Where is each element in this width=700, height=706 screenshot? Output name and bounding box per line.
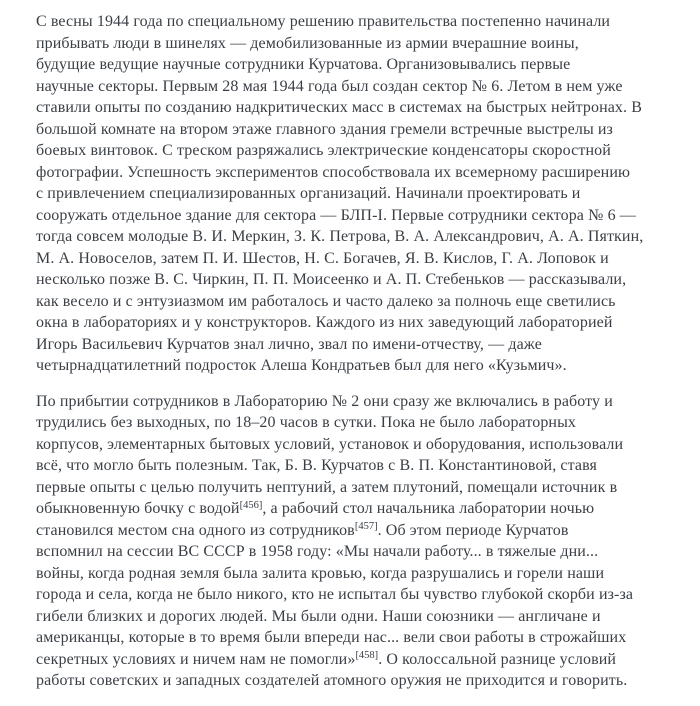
text-line: вспомнил на сессии ВС СССР в 1958 году: «Мы начали работу... в тяжелые дни...	[36, 543, 599, 560]
text-line: с привлечением специализированных организаций. Начинали проектировать и	[36, 185, 581, 202]
text-line: всё, что могло быть полезным. Так, Б. В. Курчатов с В. П. Константиновой, ставя	[36, 457, 598, 474]
text-line: гибели близких и дорогих людей. Мы были одни. Наши союзники — англичане и	[36, 607, 601, 625]
text-line: американцы, которые в то время были впереди нас... вели свои работы в строжайших	[36, 629, 627, 646]
footnote-ref-link[interactable]: [457]	[354, 521, 378, 532]
text-line: становился местом сна одного из сотрудников[457]. Об этом периоде Курчатов	[36, 521, 569, 539]
footnote-ref-link[interactable]: [456]	[239, 499, 263, 511]
text-line: тогда совсем молодые В. И. Меркин, З. К. Петрова, В. А. Александрович, А. А. Пяткин,	[36, 228, 644, 245]
paragraph	[36, 11, 672, 377]
text-line: работы советских и западных создателей атомного оружия не приходится и говорить.	[36, 672, 628, 689]
footnote-ref-link[interactable]: [458]	[355, 650, 379, 661]
text-line: Игорь Васильевич Курчатов знал лично, звал по имени-отчеству, — даже	[36, 335, 542, 353]
text-line: первые опыты с целью получить нептуний, а затем плутоний, помещали источник в	[36, 478, 618, 496]
text-line: прибывать люди в шинелях — демобилизованные из армии вчерашние воины,	[36, 34, 579, 52]
text-line: большой комнате на втором этаже главного здания гремели встречные выстрелы из	[36, 120, 613, 138]
article	[36, 11, 672, 692]
paragraph	[36, 391, 672, 692]
text-line: сооружать отдельное здание для сектора — БЛП-I. Первые сотрудники сектора № 6 —	[36, 206, 636, 224]
text-line: города и села, когда не было никого, кто не испытал бы чувство глубокой скорби из-за	[36, 586, 634, 603]
text-line: ставили опыты по созданию надкритических масс в системах на быстрых нейтронах. В	[36, 99, 642, 116]
text-line: научные секторы. Первым 28 мая 1944 года был создан сектор № 6. Летом в нем уже	[36, 77, 623, 95]
text-line: М. А. Новоселов, затем П. И. Шестов, Н. С. Богачев, Я. В. Кислов, Г. А. Лоповок и	[36, 249, 609, 267]
text-line: корпусов, элементарных бытовых условий, установок и оборудования, использовали	[36, 435, 624, 453]
text-line: секретных условиях и ничем нам не помогли»[458]. О колоссальной разнице условий	[36, 650, 617, 668]
text-line: будущие ведущие научные сотрудники Курчатова. Организовывались первые	[36, 56, 571, 73]
text-line: четырнадцатилетний подросток Алеша Кондратьев был для него «Кузьмич».	[36, 357, 567, 374]
text-line: С весны 1944 года по специальному решению правительства постепенно начинали	[36, 13, 611, 30]
text-line: фотографии. Успешность экспериментов способствовала их всемерному расширению	[36, 163, 631, 181]
text-line: несколько позже В. С. Чиркин, П. П. Моисеенко и А. П. Стебеньков — рассказывали,	[36, 271, 627, 288]
text-line: обыкновенную бочку с водой[456], а рабочий стол начальника лаборатории ночью	[36, 499, 595, 517]
text-line: войны, когда родная земля была залита кровью, когда разрушались и горели наши	[36, 564, 605, 582]
text-line: трудились без выходных, по 18–20 часов в сутки. Пока не было лабораторных	[36, 414, 577, 431]
text-line: окна в лабораториях и у конструкторов. Каждого из них заведующий лабораторией	[36, 314, 613, 331]
text-line: как весело и с энтузиазмом им работалось и часто далеко за полночь еще светились	[36, 292, 616, 310]
text-line: По прибытии сотрудников в Лабораторию № 2 они сразу же включались в работу и	[36, 392, 613, 410]
text-line: боевых винтовок. С треском разряжались электрические конденсаторы скоростной	[36, 142, 611, 159]
